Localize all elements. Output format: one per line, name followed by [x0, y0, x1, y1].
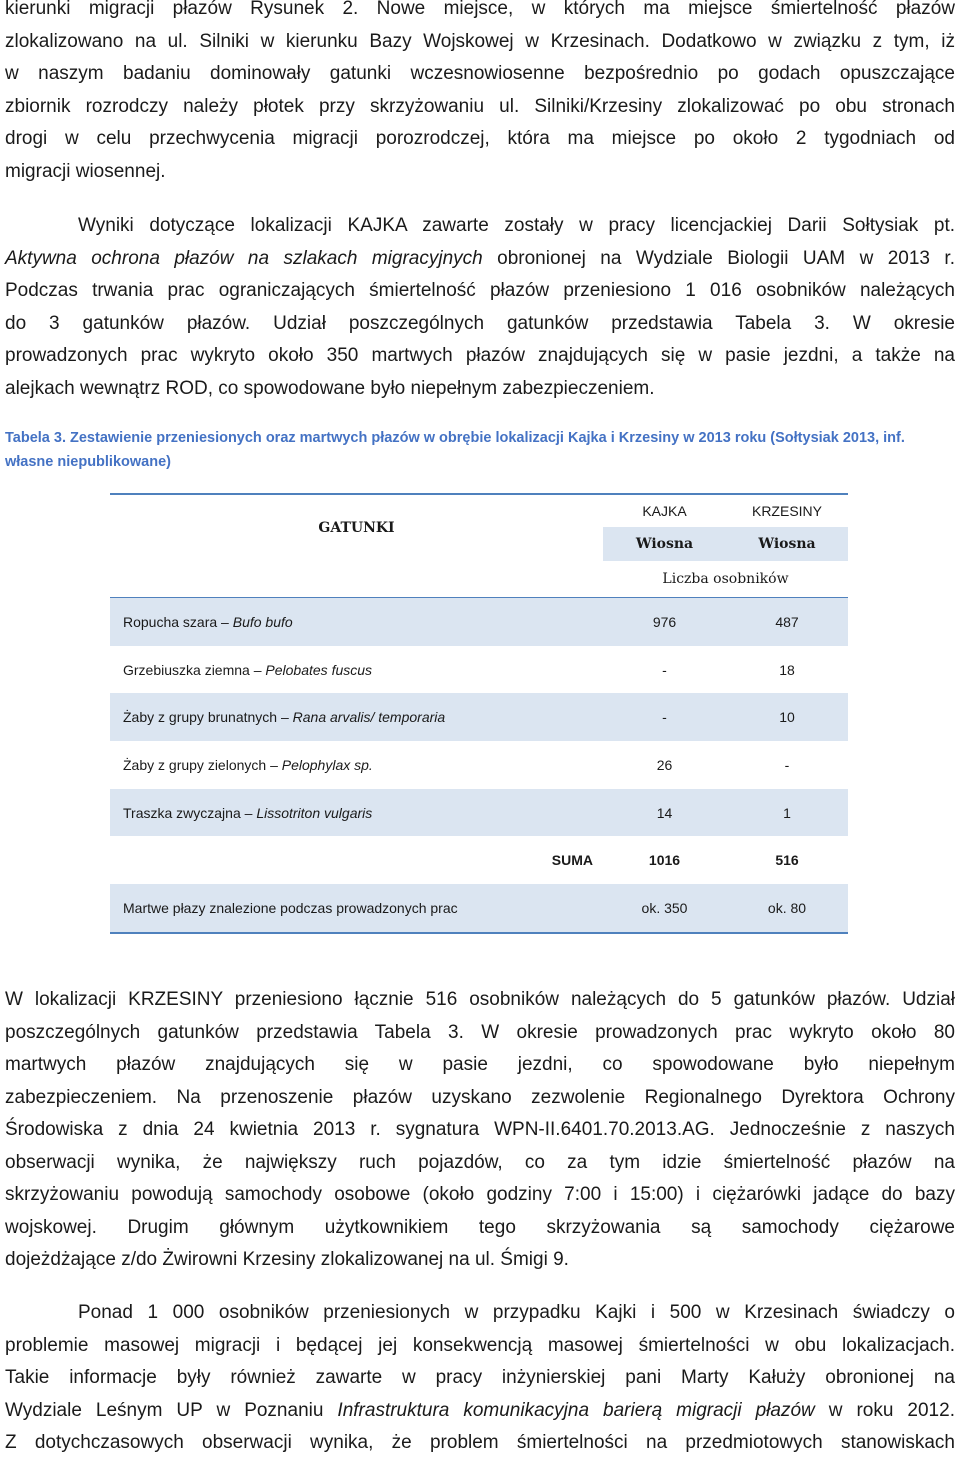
text-run: Wydziale Leśnym UP w Poznaniu: [5, 1399, 338, 1421]
text-line: migracji wiosennej.: [5, 160, 166, 182]
header-site-kajka: KAJKA: [603, 494, 726, 527]
text-run: obronionej na Wydziale Biologii UAM w 2013 r.: [482, 247, 955, 269]
sum-label: SUMA: [551, 852, 593, 869]
text-run: w roku 2012.: [814, 1399, 955, 1421]
paragraph-krzesiny-results: [5, 984, 955, 1277]
table-row: [110, 646, 848, 694]
count-kajka: 26: [656, 756, 673, 773]
count-kajka: 14: [603, 789, 726, 837]
count-krzesiny: -: [784, 756, 790, 773]
count-krzesiny: 18: [779, 661, 795, 678]
species-cell: [110, 741, 603, 789]
text-line: w naszym badaniu dominowały gatunki wczesnowiosenne bezpośrednio po godach opuszczające: [5, 63, 955, 84]
species-latin: Bufo bufo: [232, 613, 293, 630]
text-line: problemie masowej migracji i będącej jej konsekwencją masowej śmiertelności w obu lokalizacjach.: [5, 1334, 955, 1356]
species-cell: [110, 598, 603, 646]
text-line: zlokalizowano na ul. Silniki w kierunku Bazy Wojskowej w Krzesinach. Dodatkowo w związku z tym, iż: [5, 30, 955, 52]
species-cell: [110, 646, 603, 694]
text-line: Wyniki dotyczące lokalizacji KAJKA zawarte zostały w pracy licencjackiej Darii Sołtysiak pt.: [78, 215, 955, 236]
count-kajka: -: [662, 661, 667, 678]
dead-kajka: ok. 350: [603, 884, 726, 933]
count-krzesiny: 1: [726, 789, 848, 837]
count-kajka: -: [603, 693, 726, 741]
text-line: [5, 243, 955, 276]
text-line: zabezpieczeniem. Na przenoszenie płazów uzyskano zezwolenie Regionalnego Dyrektora Ochrony: [5, 1086, 955, 1108]
sum-row: [110, 836, 848, 884]
table-row: [110, 598, 848, 646]
text-line: skrzyżowaniu powodują samochody osobowe (około godziny 7:00 i 15:00) i ciężarówki jadące do bazy: [5, 1184, 955, 1205]
count-krzesiny: 10: [726, 693, 848, 741]
dead-label: Martwe płazy znalezione podczas prowadzonych prac: [110, 884, 603, 933]
text-line: prowadzonych prac wykryto około 350 martwych płazów znajdujących się w pasie jezdni, a także na: [5, 345, 955, 366]
amphibian-table: [110, 493, 848, 934]
text-line: Takie informacje były również zawarte w pracy inżynierskiej pani Marty Kałuży obronionej na: [5, 1367, 955, 1388]
text-line: zbiornik rozrodczy należy płotek przy skrzyżowaniu ul. Silniki/Krzesiny zlokalizować po obu stronach: [5, 95, 955, 117]
species-common: Grzebiuszka ziemna –: [123, 661, 266, 678]
species-latin: Lissotriton vulgaris: [256, 804, 373, 821]
text-line: martwych płazów znajdujących się w pasie jezdni, co spowodowane było niepełnym: [5, 1054, 955, 1075]
dead-amphibians-row: [110, 884, 848, 933]
text-line: obserwacji wynika, że największy ruch pojazdów, co za tym idzie śmiertelność płazów na: [5, 1151, 955, 1173]
count-kajka: 976: [603, 598, 726, 646]
species-common: Żaby z grupy brunatnych –: [123, 709, 293, 726]
header-season-krzesiny: Wiosna: [726, 527, 848, 561]
header-site-krzesiny: KRZESINY: [726, 494, 848, 527]
species-latin: Pelophylax sp.: [281, 756, 373, 773]
text-line: poszczególnych gatunków przedstawia Tabela 3. W okresie prowadzonych prac wykryto około 80: [5, 1021, 955, 1043]
text-line: Z dotychczasowych obserwacji wynika, że problem śmiertelności na przedmiotowych stanowiskach: [5, 1432, 955, 1453]
paragraph-migration-intro: [5, 0, 955, 188]
sum-krzesiny: 516: [775, 852, 799, 869]
text-line: wojskowej. Drugim głównym użytkownikiem tego skrzyżowania są samochody ciężarowe: [5, 1216, 955, 1238]
text-line: kierunki migracji płazów Rysunek 2. Nowe miejsce, w których ma miejsce śmiertelność płazów: [5, 0, 955, 19]
paragraph-kajka-results: [5, 210, 955, 405]
header-species: GATUNKI: [110, 494, 603, 561]
species-common: Ropucha szara –: [123, 613, 233, 630]
thesis-title: Aktywna ochrona płazów na szlakach migracyjnych: [5, 247, 483, 269]
header-count: Liczba osobników: [603, 561, 848, 598]
table-row: [110, 789, 848, 837]
text-line: drogi w celu przechwycenia migracji porozrodczej, która ma miejsce po około 2 tygodniach od: [5, 128, 955, 149]
paragraph-conclusions: [5, 1297, 955, 1460]
text-line: dojeżdżające z/do Żwirowni Krzesiny zlokalizowanej na ul. Śmigi 9.: [5, 1249, 569, 1270]
table-row: [110, 741, 848, 789]
count-krzesiny: 487: [726, 598, 848, 646]
table-caption: Tabela 3. Zestawienie przeniesionych oraz martwych płazów w obrębie lokalizacji Kajka i Krzesiny w 2013 roku (Sołtysiak 2013, inf. własne niepublikowane): [5, 430, 905, 470]
thesis-title: Infrastruktura komunikacyjna barierą migracji płazów: [337, 1399, 815, 1421]
species-cell: [110, 789, 603, 837]
species-cell: [110, 693, 603, 741]
species-latin: Rana arvalis/ temporaria: [292, 709, 446, 726]
sum-kajka: 1016: [648, 852, 681, 869]
text-line: [5, 1395, 955, 1428]
text-line: alejkach wewnątrz ROD, co spowodowane było niepełnym zabezpieczeniem.: [5, 377, 655, 399]
dead-krzesiny: ok. 80: [726, 884, 848, 933]
species-common: Żaby z grupy zielonych –: [123, 756, 282, 773]
text-line: Ponad 1 000 osobników przeniesionych w przypadku Kajki i 500 w Krzesinach świadczy o: [78, 1302, 955, 1323]
text-line: Podczas trwania prac ograniczających śmiertelność płazów przeniesiono 1 016 osobników należących: [5, 280, 955, 301]
header-season-kajka: Wiosna: [603, 527, 726, 561]
text-line: W lokalizacji KRZESINY przeniesiono łącznie 516 osobników należących do 5 gatunków płazów. Udział: [5, 989, 955, 1010]
text-line: Środowiska z dnia 24 kwietnia 2013 r. sygnatura WPN-II.6401.70.2013.AG. Jednocześnie z naszych: [5, 1119, 955, 1140]
species-common: Traszka zwyczajna –: [123, 804, 257, 821]
text-line: do 3 gatunków płazów. Udział poszczególnych gatunków przedstawia Tabela 3. W okresie: [5, 312, 955, 334]
table-row: [110, 693, 848, 741]
species-latin: Pelobates fuscus: [265, 661, 373, 678]
